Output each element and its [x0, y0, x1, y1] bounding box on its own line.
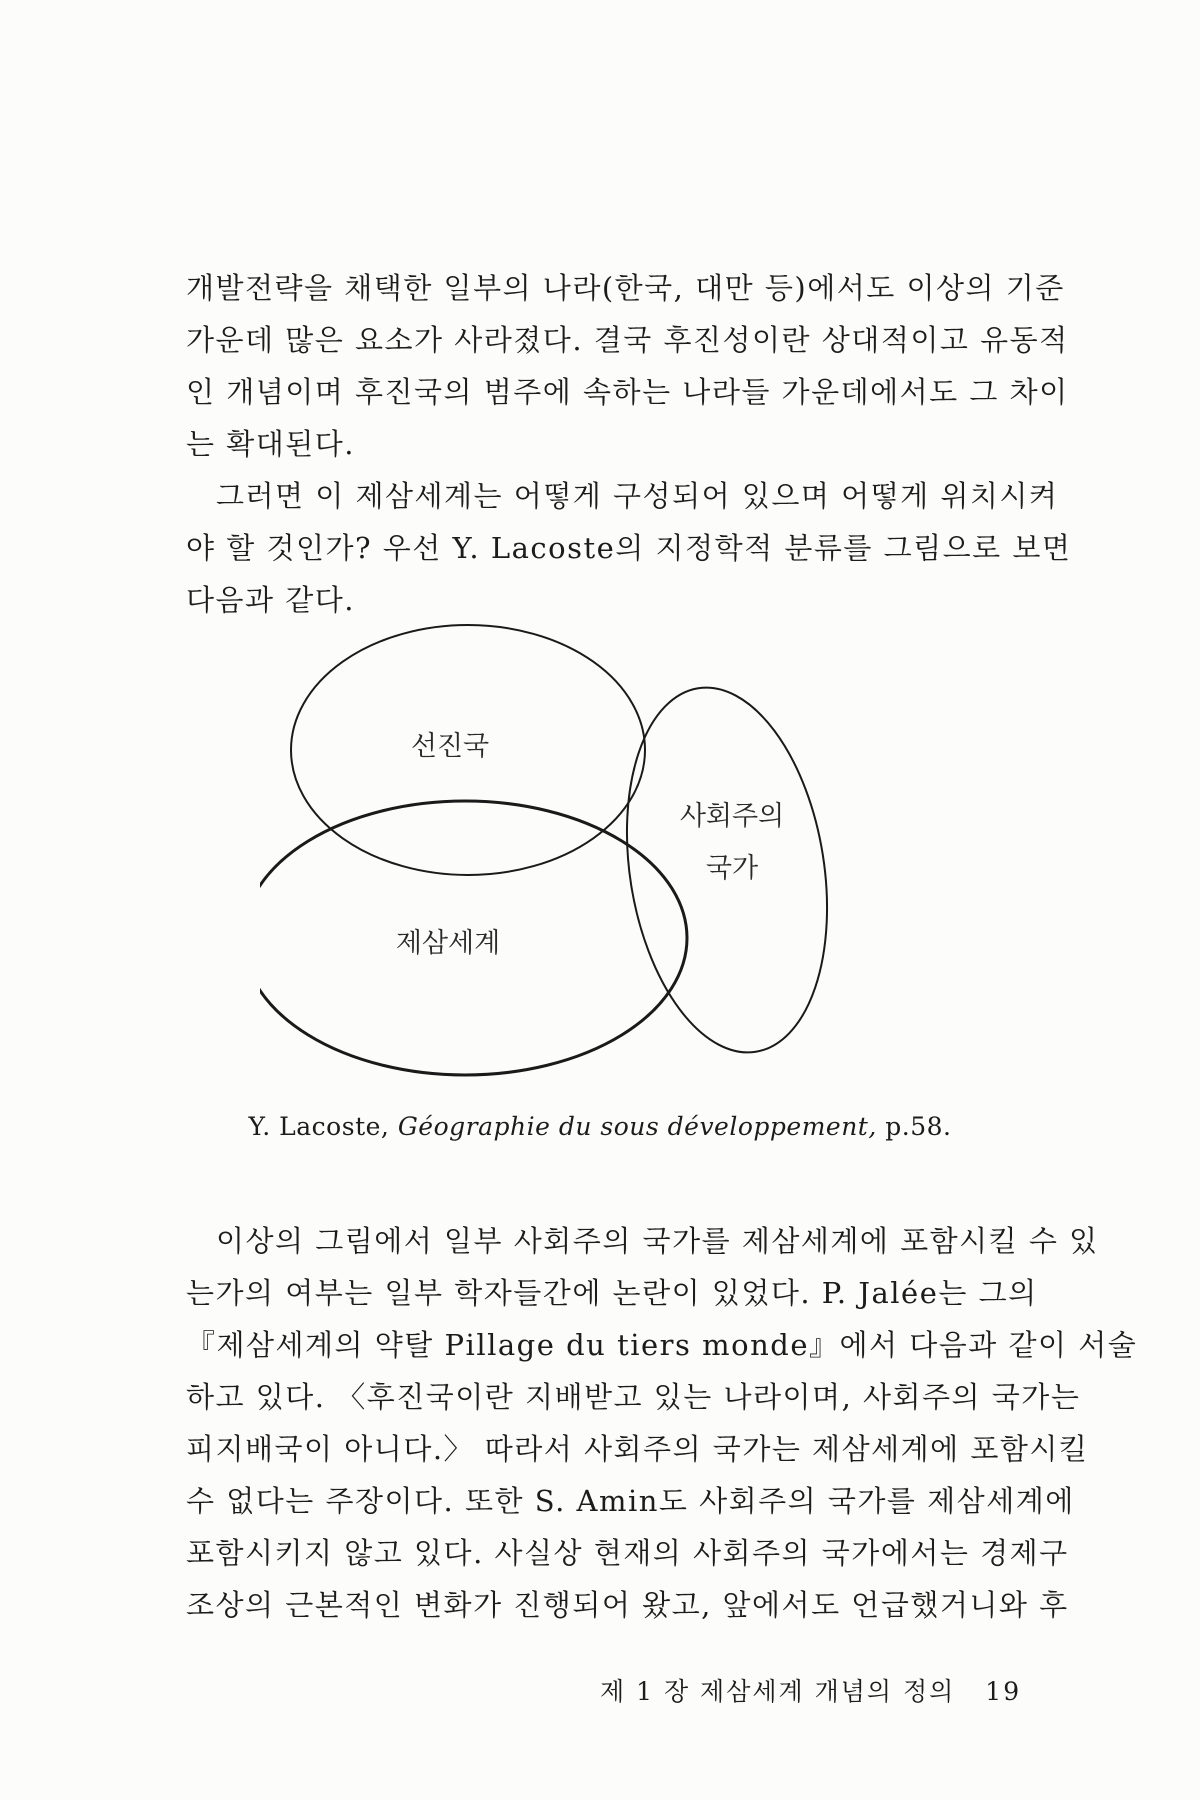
venn-diagram [260, 615, 940, 1095]
text-line: 이상의 그림에서 일부 사회주의 국가를 제삼세계에 포함시킬 수 있 [216, 1224, 1099, 1258]
text-line: 조상의 근본적인 변화가 진행되어 왔고, 앞에서도 언급했거니와 후 [186, 1588, 1069, 1622]
text-line: 개발전략을 채택한 일부의 나라(한국, 대만 등)에서도 이상의 기준 [186, 271, 1065, 305]
label-socialist-line1: 사회주의 [679, 801, 785, 832]
paragraph-3 [186, 1215, 1138, 1631]
caption-page: p.58. [885, 1112, 952, 1141]
label-third-world: 제삼세계 [395, 928, 501, 959]
text-line: 피지배국이 아니다.〉 따라서 사회주의 국가는 제삼세계에 포함시킬 [186, 1432, 1089, 1466]
text-line: 는 확대된다. [186, 427, 356, 461]
text-line: 수 없다는 주장이다. 또한 S. Amin도 사회주의 국가를 제삼세계에 [186, 1484, 1075, 1518]
paragraph-2 [186, 470, 1072, 626]
paragraph-1 [186, 262, 1069, 470]
text-line: 그러면 이 제삼세계는 어떻게 구성되어 있으며 어떻게 위치시켜 [216, 479, 1059, 513]
page-number: 19 [985, 1677, 1022, 1706]
text-line: 는가의 여부는 일부 학자들간에 논란이 있었다. P. Jalée는 그의 [186, 1276, 1038, 1310]
text-line: 『제삼세계의 약탈 Pillage du tiers monde』에서 다음과 같이 서술 [186, 1328, 1138, 1362]
text-line: 야 할 것인가? 우선 Y. Lacoste의 지정학적 분류를 그림으로 보면 [186, 531, 1072, 565]
label-developed: 선진국 [410, 731, 490, 762]
chapter-title: 제 1 장 제삼세계 개념의 정의 [600, 1677, 956, 1706]
caption-author: Y. Lacoste, [248, 1112, 390, 1141]
text-line: 하고 있다. 〈후진국이란 지배받고 있는 나라이며, 사회주의 국가는 [186, 1380, 1081, 1414]
text-line: 인 개념이며 후진국의 범주에 속하는 나라들 가운데에서도 그 차이 [186, 375, 1069, 409]
running-footer [600, 1672, 1022, 1708]
label-socialist-line2: 국가 [705, 853, 759, 884]
text-line: 가운데 많은 요소가 사라졌다. 결국 후진성이란 상대적이고 유동적 [186, 323, 1069, 357]
text-line: 다음과 같다. [186, 583, 356, 617]
text-line: 포함시키지 않고 있다. 사실상 현재의 사회주의 국가에서는 경제구 [186, 1536, 1069, 1570]
caption-title: Géographie du sous développement, [397, 1112, 877, 1141]
figure-caption [0, 1112, 1200, 1141]
